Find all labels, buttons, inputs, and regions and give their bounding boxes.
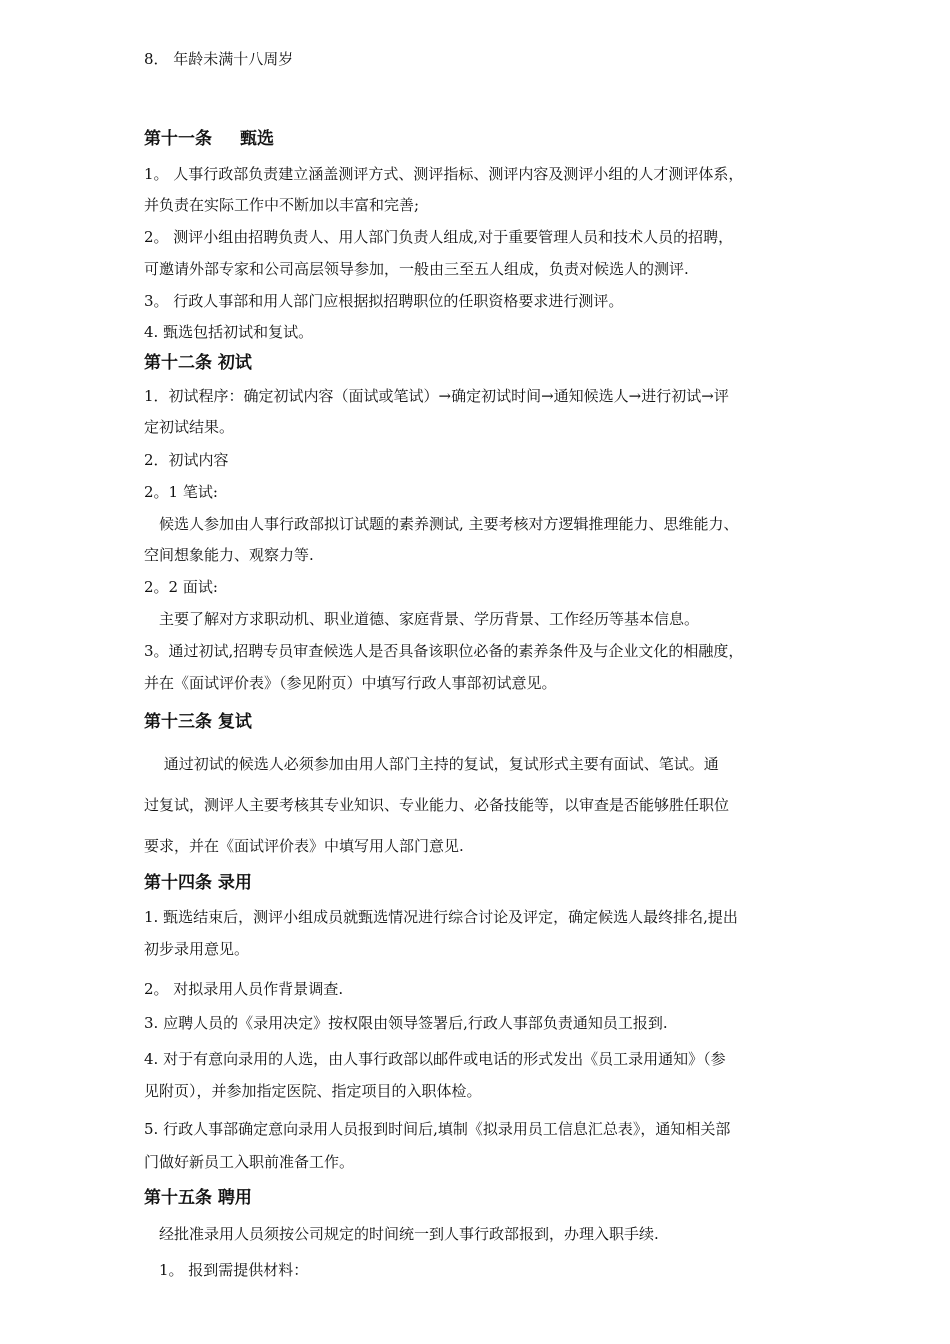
paragraph-line: 2．初试内容	[144, 451, 229, 469]
paragraph-line: 过复试，测评人主要考核其专业知识、专业能力、必备技能等，以审查是否能够胜任职位	[144, 796, 730, 814]
paragraph-line: 通过初试的候选人必须参加由用人部门主持的复试，复试形式主要有面试、笔试。通	[144, 755, 719, 773]
paragraph-line: 2。 对拟录用人员作背景调查.	[144, 980, 344, 998]
paragraph-line: 主要了解对方求职动机、职业道德、家庭背景、学历背景、工作经历等基本信息。	[144, 610, 700, 628]
paragraph-line: 1。 人事行政部负责建立涵盖测评方式、测评指标、测评内容及测评小组的人才测评体系，	[144, 165, 744, 183]
paragraph-line: 空间想象能力、观察力等.	[144, 546, 314, 564]
paragraph-line: 2。 测评小组由招聘负责人、用人部门负责人组成,对于重要管理人员和技术人员的招聘，	[144, 228, 734, 246]
paragraph-line: 门做好新员工入职前准备工作。	[144, 1153, 355, 1171]
paragraph-line: 2。1 笔试:	[144, 483, 218, 501]
article-heading-13: 第十三条 复试	[144, 712, 252, 732]
paragraph-line: 初步录用意见。	[144, 940, 250, 958]
article-heading-14: 第十四条 录用	[144, 873, 252, 893]
paragraph-line: 5. 行政人事部确定意向录用人员报到时间后,填制《拟录用员工信息汇总表》，通知相关部	[144, 1120, 731, 1138]
paragraph-line: 并负责在实际工作中不断加以丰富和完善;	[144, 196, 420, 214]
paragraph-line: 3。 行政人事部和用人部门应根据拟招聘职位的任职资格要求进行测评。	[144, 292, 624, 310]
paragraph-line: 定初试结果。	[144, 418, 235, 436]
article-heading-12: 第十二条 初试	[144, 353, 252, 373]
paragraph-line: 可邀请外部专家和公司高层领导参加，一般由三至五人组成，负责对候选人的测评.	[144, 260, 689, 278]
paragraph-line: 4. 甄选包括初试和复试。	[144, 323, 314, 341]
paragraph-line: 并在《面试评价表》（参见附页）中填写行政人事部初试意见。	[144, 674, 557, 692]
article-title: 甄选	[240, 129, 274, 149]
paragraph-line: 2。2 面试:	[144, 578, 218, 596]
paragraph-line: 见附页），并参加指定医院、指定项目的入职体检。	[144, 1082, 482, 1100]
paragraph-line: 1. 甄选结束后，测评小组成员就甄选情况进行综合讨论及评定，确定候选人最终排名,提出	[144, 908, 738, 926]
paragraph-line: 1。 报到需提供材料：	[144, 1261, 309, 1279]
paragraph-line: 要求，并在《面试评价表》中填写用人部门意见.	[144, 837, 464, 855]
paragraph-line: 3. 应聘人员的《录用决定》按权限由领导签署后,行政人事部负责通知员工报到.	[144, 1014, 668, 1032]
paragraph-line: 3。通过初试,招聘专员审查候选人是否具备该职位必备的素养条件及与企业文化的相融度，	[144, 642, 744, 660]
paragraph-line: 4. 对于有意向录用的人选，由人事行政部以邮件或电话的形式发出《员工录用通知》（参	[144, 1050, 726, 1068]
list-item: 8． 年龄未满十八周岁	[144, 50, 294, 68]
article-heading-15: 第十五条 聘用	[144, 1188, 252, 1208]
article-heading-11	[144, 128, 274, 150]
paragraph-line: 候选人参加由人事行政部拟订试题的素养测试, 主要考核对方逻辑推理能力、思维能力、	[144, 515, 739, 533]
paragraph-line: 经批准录用人员须按公司规定的时间统一到人事行政部报到，办理入职手续.	[144, 1225, 659, 1243]
article-number: 第十一条	[144, 129, 212, 149]
paragraph-line: 1．初试程序：确定初试内容（面试或笔试）→确定初试时间→通知候选人→进行初试→评	[144, 387, 729, 405]
